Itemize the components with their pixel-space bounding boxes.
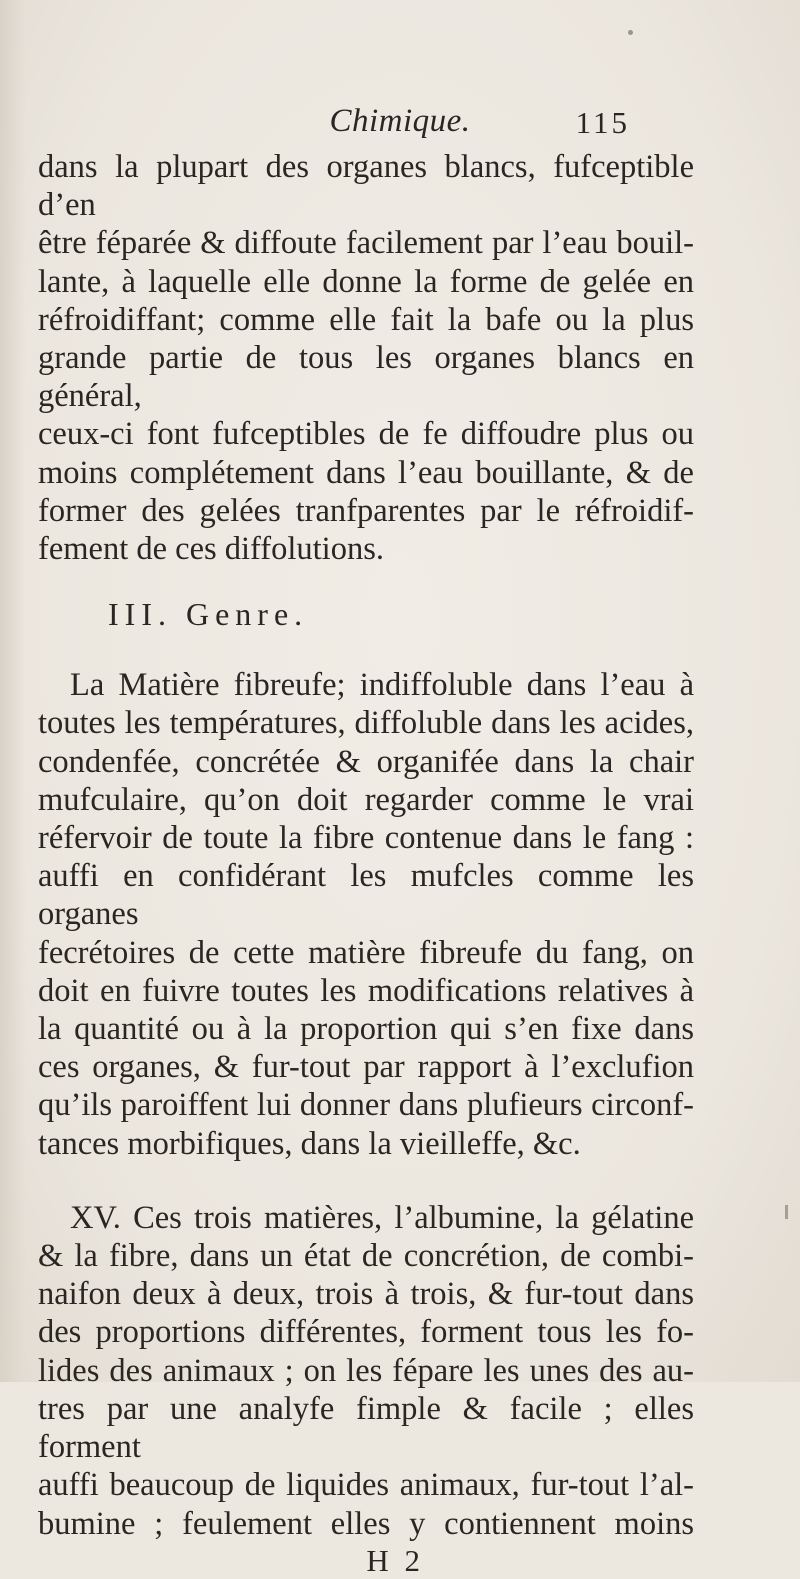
text-line: condenfée, concrétée & organifée dans la chair	[38, 743, 694, 780]
text-line: lides des animaux ; on les fépare les unes des au-	[38, 1352, 694, 1389]
section-gap	[38, 1163, 694, 1199]
text-line: doit en fuivre toutes les modifications relatives à	[38, 972, 694, 1009]
text-line: tances morbifiques, dans la vieilleffe, &c.	[38, 1125, 581, 1162]
text-line: auffi en confidérant les mufcles comme les organes	[38, 858, 694, 933]
text-line: réfervoir de toute la fibre contenue dans le fang :	[38, 820, 694, 857]
text-line: fecrétoires de cette matière fibreufe du fang, on	[38, 934, 694, 971]
text-line: mufculaire, qu’on doit regarder comme le vrai	[38, 781, 694, 818]
text-line: moins complétement dans l’eau bouillante, & de	[38, 454, 694, 491]
text-line: grande partie de tous les organes blancs en général,	[38, 340, 694, 415]
paragraph-1	[38, 148, 694, 568]
paragraph-3	[38, 1199, 694, 1543]
signature-mark: H 2	[366, 1542, 424, 1578]
page-header	[0, 103, 800, 147]
page-number: 115	[575, 105, 630, 140]
text-line: toutes les températures, diffoluble dans les acides,	[38, 705, 694, 742]
text-line: & la fibre, dans un état de concrétion, de combi-	[38, 1238, 694, 1275]
text-line: auffi beaucoup de liquides animaux, fur-tout l’al-	[38, 1467, 694, 1504]
paper-speck	[628, 30, 633, 35]
text-line: La Matière fibreufe; indiffoluble dans l’eau à	[70, 667, 694, 704]
text-line: dans la plupart des organes blancs, fufceptible d’en	[38, 149, 694, 224]
text-line: des proportions différentes, forment tous les fo-	[38, 1314, 694, 1351]
text-line: être féparée & diffoute facilement par l’eau bouil-	[38, 225, 694, 262]
paragraph-2	[38, 666, 694, 1163]
section-heading: III. Genre.	[108, 596, 309, 633]
paper-mark	[785, 1205, 788, 1219]
body-text	[38, 148, 694, 1579]
text-line: tres par une analyfe fimple & facile ; elles forment	[38, 1390, 694, 1466]
text-line: la quantité ou à la proportion qui s’en fixe dans	[38, 1011, 694, 1048]
page-gutter-shadow	[0, 0, 26, 1382]
text-line: réfroidiffant; comme elle fait la bafe ou la plus	[38, 301, 694, 338]
text-line: lante, à laquelle elle donne la forme de gelée en	[38, 263, 694, 300]
text-line: naifon deux à deux, trois à trois, & fur-tout dans	[38, 1276, 694, 1313]
text-line: fement de ces diffolutions.	[38, 531, 384, 568]
text-line: XV. Ces trois matières, l’albumine, la gélatine	[70, 1199, 694, 1236]
running-title: Chimique.	[329, 103, 471, 139]
text-line: former des gelées tranfparentes par le réfroidif-	[38, 492, 694, 529]
text-line: ceux-ci font fufceptibles de fe diffoudre plus ou	[38, 416, 694, 453]
text-line: bumine ; feulement elles y contiennent moins	[38, 1505, 694, 1542]
text-line: ces organes, & fur-tout par rapport à l’exclufion	[38, 1049, 694, 1086]
text-line: qu’ils paroiffent lui donner dans plufieurs circonf-	[38, 1087, 694, 1124]
